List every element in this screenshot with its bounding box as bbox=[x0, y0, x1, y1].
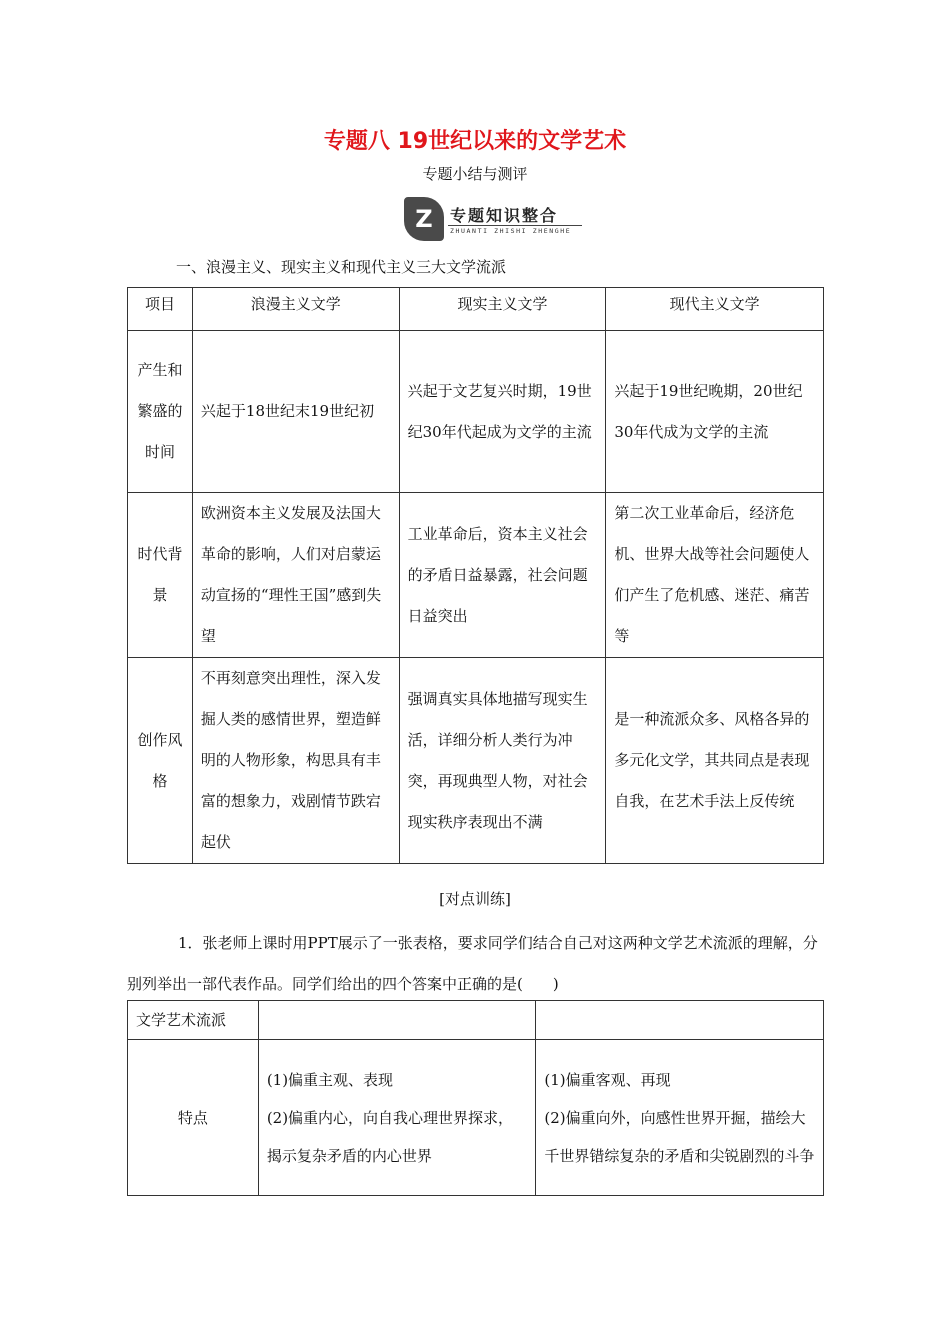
table-cell: 是一种流派众多、风格各异的多元化文学，其共同点是表现自我，在艺术手法上反传统 bbox=[606, 658, 824, 864]
table-header-cell bbox=[258, 1001, 536, 1040]
table-row bbox=[128, 331, 824, 493]
table-cell: 第二次工业革命后，经济危机、世界大战等社会问题使人们产生了危机感、迷茫、痛苦等 bbox=[606, 493, 824, 658]
question-text bbox=[127, 923, 824, 1005]
table-header-row bbox=[128, 288, 824, 331]
row-label: 产生和繁盛的时间 bbox=[128, 331, 193, 493]
table-cell: 兴起于文艺复兴时期，19世纪30年代起成为文学的主流 bbox=[399, 331, 606, 493]
table-header-cell: 文学艺术流派 bbox=[128, 1001, 259, 1040]
page-title: 专题八 19世纪以来的文学艺术 bbox=[323, 129, 627, 154]
features-table bbox=[127, 1000, 824, 1196]
table-header-cell: 浪漫主义文学 bbox=[192, 288, 399, 331]
cell-line: (1)偏重客观、再现 bbox=[544, 1070, 671, 1089]
section-banner bbox=[404, 197, 582, 241]
table-header-cell: 现实主义文学 bbox=[399, 288, 606, 331]
question-body: 1．张老师上课时用PPT展示了一张表格，要求同学们结合自己对这两种文学艺术流派的理解，分别列举出一部代表作品。同学们给出的四个答案中正确的是( ) bbox=[127, 934, 818, 993]
page-subtitle: 专题小结与测评 bbox=[422, 165, 528, 183]
section-heading: 一、浪漫主义、现实主义和现代主义三大文学流派 bbox=[176, 258, 507, 276]
banner-divider bbox=[448, 225, 582, 226]
table-header-cell bbox=[536, 1001, 824, 1040]
table-row bbox=[128, 658, 824, 864]
table-cell: 工业革命后，资本主义社会的矛盾日益暴露，社会问题日益突出 bbox=[399, 493, 606, 658]
row-label: 创作风格 bbox=[128, 658, 193, 864]
table-header-cell: 项目 bbox=[128, 288, 193, 331]
cell-line: (1)偏重主观、表现 bbox=[266, 1070, 394, 1089]
table-header-cell: 现代主义文学 bbox=[606, 288, 824, 331]
table-cell bbox=[536, 1040, 824, 1196]
table-row bbox=[128, 493, 824, 658]
table-cell: 兴起于19世纪晚期，20世纪30年代成为文学的主流 bbox=[606, 331, 824, 493]
cell-line: (2)偏重内心，向自我心理世界探求，揭示复杂矛盾的内心世界 bbox=[266, 1108, 514, 1165]
table-cell bbox=[258, 1040, 536, 1196]
table-header-row bbox=[128, 1001, 824, 1040]
table-cell: 强调真实具体地描写现实生活，详细分析人类行为冲突，再现典型人物，对社会现实秩序表现出不满 bbox=[399, 658, 606, 864]
practice-heading: [对点训练] bbox=[439, 890, 511, 908]
table-cell: 兴起于18世纪末19世纪初 bbox=[192, 331, 399, 493]
banner-title: 专题知识整合 bbox=[450, 206, 559, 225]
table-cell: 不再刻意突出理性，深入发掘人类的感情世界，塑造鲜明的人物形象，构思具有丰富的想象力，戏剧情节跌宕起伏 bbox=[192, 658, 399, 864]
row-label: 时代背景 bbox=[128, 493, 193, 658]
table-row bbox=[128, 1040, 824, 1196]
table-cell: 欧洲资本主义发展及法国大革命的影响，人们对启蒙运动宣扬的“理性王国”感到失望 bbox=[192, 493, 399, 658]
row-label: 特点 bbox=[128, 1040, 259, 1196]
literature-schools-table bbox=[127, 287, 824, 864]
cell-line: (2)偏重向外，向感性世界开掘，描绘大千世界错综复杂的矛盾和尖锐剧烈的斗争 bbox=[544, 1108, 815, 1165]
banner-logo-icon: Z bbox=[404, 197, 444, 241]
banner-pinyin: ZHUANTI ZHISHI ZHENGHE bbox=[450, 227, 572, 235]
